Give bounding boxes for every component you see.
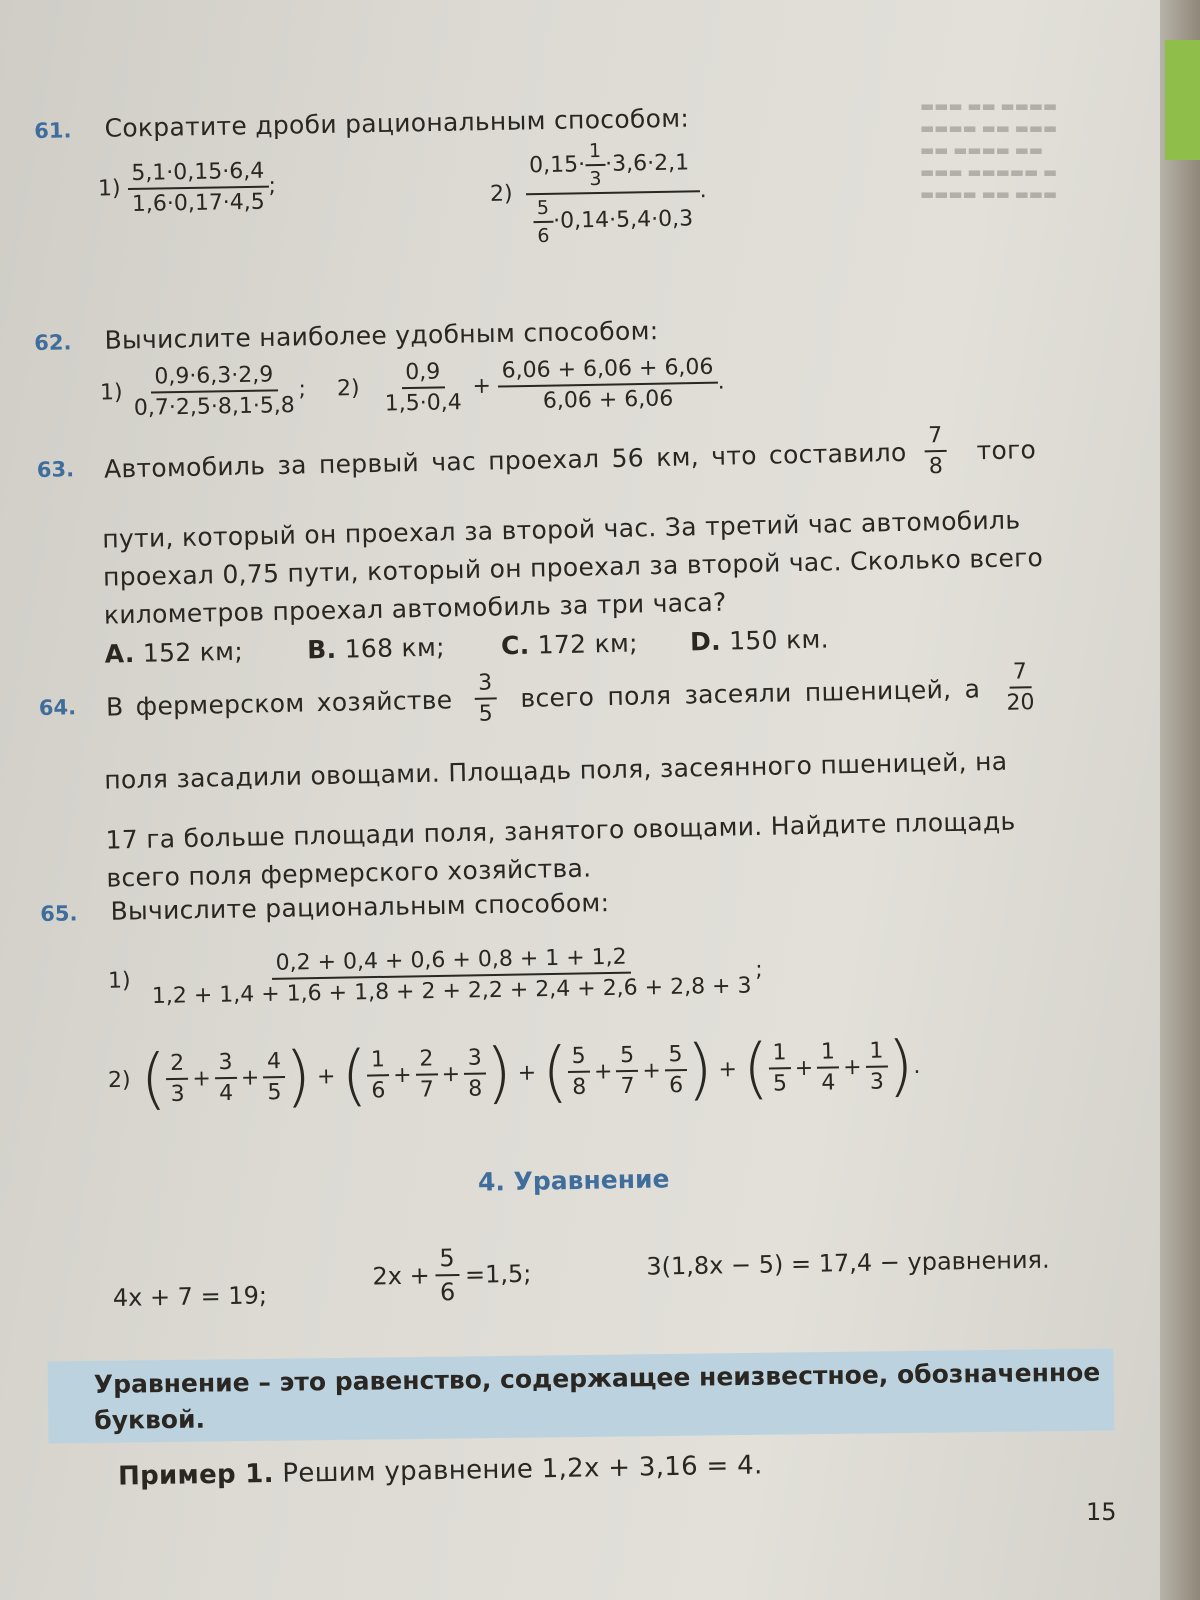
problem-63 bbox=[36, 408, 1081, 676]
numerator: 0,9·6,3·2,9 bbox=[150, 362, 277, 393]
example-label: Пример 1. bbox=[117, 1458, 275, 1492]
definition-line: буквой. bbox=[94, 1404, 206, 1435]
text-line: километров проехал автомобиль за три часа? bbox=[103, 587, 727, 630]
numerator: 5 bbox=[567, 1044, 590, 1073]
numerator: 5 bbox=[533, 197, 554, 223]
text-line: пути, который он проехал за второй час. За третий час автомобиль bbox=[101, 505, 1021, 554]
problem-62-expressions bbox=[100, 355, 726, 422]
denominator: 5 bbox=[267, 1080, 282, 1106]
fraction bbox=[664, 1042, 687, 1098]
denominator: 5 bbox=[478, 701, 494, 727]
fraction bbox=[567, 1044, 590, 1100]
denominator: 6 bbox=[439, 1278, 456, 1307]
problem-title: Вычислите наиболее удобным способом: bbox=[104, 316, 659, 355]
fraction bbox=[464, 1045, 487, 1101]
definition-box bbox=[48, 1348, 1115, 1443]
problem-number: 62. bbox=[34, 330, 72, 355]
denominator: 3 bbox=[589, 167, 602, 191]
numerator: 0,2 + 0,4 + 0,6 + 0,8 + 1 + 1,2 bbox=[271, 945, 630, 980]
numerator: 3 bbox=[214, 1050, 237, 1079]
fraction bbox=[585, 140, 606, 190]
fraction bbox=[924, 423, 947, 479]
equation-part: =1,5; bbox=[464, 1259, 532, 1289]
item-label: 1) bbox=[97, 176, 121, 202]
text-line: того bbox=[976, 434, 1037, 465]
bleed-through: ▬▬▬ ▬▬ ▬▬▬▬ ▬▬▬▬ ▬▬ ▬▬▬ ▬▬ ▬▬▬▬ ▬▬ ▬▬▬ ▬▬▬▬▬ ▬ ▬▬▬▬ ▬▬ ▬▬▬ bbox=[920, 97, 1058, 203]
fraction bbox=[768, 1040, 791, 1096]
denominator: 6 bbox=[537, 224, 550, 248]
fraction bbox=[166, 1051, 189, 1107]
text-line: поля засадили овощами. Площадь поля, засеянного пшеницей, на bbox=[104, 746, 1008, 795]
fraction bbox=[380, 359, 466, 416]
denominator: 20 bbox=[1006, 690, 1035, 716]
problem-title: Вычислите рациональным способом: bbox=[110, 888, 610, 926]
sticky-note bbox=[1165, 40, 1200, 160]
item-label: 2) bbox=[336, 375, 360, 402]
problem-number: 61. bbox=[34, 118, 72, 143]
plus-sign: + bbox=[392, 1062, 412, 1088]
numerator: 1 bbox=[817, 1039, 840, 1068]
denominator: 5 bbox=[772, 1071, 788, 1097]
plus-sign: + bbox=[794, 1055, 814, 1081]
plus-sign: + bbox=[192, 1065, 212, 1092]
numerator: 5 bbox=[664, 1042, 687, 1071]
denominator bbox=[529, 192, 698, 247]
denominator: 8 bbox=[572, 1074, 587, 1100]
numerator: 1 bbox=[865, 1038, 888, 1067]
text-line: проехал 0,75 пути, который он проехал за второй час. Сколько всего bbox=[102, 542, 1044, 592]
numerator: 3 bbox=[464, 1045, 487, 1074]
option-value: 152 км; bbox=[142, 636, 244, 668]
denominator: 8 bbox=[928, 454, 944, 480]
numerator: 3 bbox=[474, 670, 497, 699]
plus-sign: + bbox=[593, 1058, 613, 1085]
denominator: 6,06 + 6,06 bbox=[542, 386, 674, 414]
numerator: 7 bbox=[924, 423, 947, 452]
right-paren: ) bbox=[284, 1037, 312, 1115]
denominator: 0,7·2,5·8,1·5,8 bbox=[133, 393, 296, 421]
problem-title: Сократите дроби рациональным способом: bbox=[104, 103, 690, 143]
fraction bbox=[214, 1050, 237, 1106]
text-line: 17 га больше площади поля, занятого овощами. Найдите площадь bbox=[105, 806, 1016, 855]
fraction bbox=[817, 1039, 840, 1095]
equation bbox=[372, 1243, 532, 1308]
plus-sign: + bbox=[441, 1061, 461, 1087]
left-paren: ( bbox=[742, 1029, 770, 1108]
punct: ; bbox=[754, 957, 763, 983]
right-paren: ) bbox=[886, 1027, 915, 1105]
option-value: 168 км; bbox=[344, 632, 446, 664]
problem-64 bbox=[38, 646, 1083, 898]
item-label: 1) bbox=[99, 380, 123, 406]
plus-sign: + bbox=[240, 1064, 260, 1091]
plus-sign: + bbox=[718, 1056, 738, 1082]
equation-part: 2x + bbox=[372, 1261, 430, 1291]
numerator: 5 bbox=[616, 1043, 639, 1072]
fraction bbox=[367, 1047, 390, 1103]
problem-number: 65. bbox=[40, 901, 78, 926]
item-label: 2) bbox=[489, 181, 513, 207]
numerator: 1 bbox=[768, 1040, 791, 1069]
fraction bbox=[435, 1244, 459, 1306]
problem-61-expr-2 bbox=[489, 138, 707, 248]
denominator: 7 bbox=[620, 1073, 635, 1100]
numerator: 1 bbox=[585, 140, 606, 166]
denominator: 1,5·0,4 bbox=[384, 390, 462, 417]
text-line: Автомобиль за первый час проехал 56 км, что составило bbox=[103, 437, 907, 484]
denominator: 6 bbox=[371, 1078, 386, 1104]
item-label: 2) bbox=[107, 1067, 131, 1093]
numerator bbox=[525, 138, 700, 195]
numerator-part: ·3,6·2,1 bbox=[604, 150, 690, 177]
numerator: 4 bbox=[263, 1049, 286, 1078]
numerator: 0,9 bbox=[401, 359, 444, 389]
plus-sign: + bbox=[517, 1060, 537, 1086]
fraction bbox=[533, 197, 554, 247]
numerator: 2 bbox=[415, 1046, 438, 1075]
fraction bbox=[1002, 659, 1039, 716]
denominator: 1,2 + 1,4 + 1,6 + 1,8 + 2 + 2,2 + 2,4 + 2,6 + 2,8 + 3 bbox=[151, 973, 752, 1009]
denominator: 7 bbox=[419, 1077, 435, 1103]
problem-number: 64. bbox=[38, 695, 77, 720]
numerator-part: 0,15· bbox=[528, 152, 586, 179]
fraction bbox=[263, 1049, 286, 1105]
option-value: 150 км. bbox=[728, 624, 830, 656]
left-paren: ( bbox=[139, 1040, 168, 1118]
left-paren: ( bbox=[340, 1036, 368, 1115]
text-line: всего поля фермерского хозяйства. bbox=[106, 853, 592, 893]
problem-61-expr-1 bbox=[98, 158, 277, 217]
item-label: 1) bbox=[107, 968, 131, 994]
equation: 4x + 7 = 19; bbox=[112, 1281, 268, 1312]
fraction bbox=[865, 1038, 888, 1094]
numerator: 6,06 + 6,06 + 6,06 bbox=[497, 355, 717, 388]
numerator: 1 bbox=[367, 1047, 390, 1076]
denominator: 8 bbox=[468, 1076, 483, 1102]
numerator: 2 bbox=[166, 1051, 189, 1080]
right-paren: ) bbox=[485, 1034, 513, 1112]
fraction bbox=[525, 138, 701, 247]
option-letter: D. bbox=[689, 626, 722, 657]
punct: . bbox=[699, 178, 707, 204]
fraction bbox=[129, 362, 299, 421]
page-number: 15 bbox=[1086, 1498, 1117, 1526]
denominator-part: ·0,14·5,4·0,3 bbox=[552, 206, 694, 234]
text-line: В фермерском хозяйстве bbox=[105, 684, 453, 722]
problem-number: 63. bbox=[36, 457, 75, 482]
fraction bbox=[616, 1043, 639, 1099]
fraction bbox=[474, 670, 497, 726]
punct: ; bbox=[268, 173, 277, 199]
fraction bbox=[127, 159, 269, 217]
denominator: 4 bbox=[821, 1070, 836, 1096]
definition-line: Уравнение – это равенство, содержащее неизвестное, обозначенное bbox=[93, 1357, 1101, 1399]
option-value: 172 км; bbox=[537, 628, 639, 660]
fraction bbox=[497, 355, 718, 415]
fraction bbox=[147, 942, 756, 1009]
numerator: 5,1·0,15·6,4 bbox=[127, 159, 268, 190]
problem-65-expr-1 bbox=[108, 942, 764, 1009]
denominator: 3 bbox=[170, 1081, 185, 1107]
denominator: 1,6·0,17·4,5 bbox=[131, 189, 266, 217]
equation: 3(1,8x − 5) = 17,4 − уравнения. bbox=[646, 1245, 1050, 1281]
plus-sign: + bbox=[642, 1057, 662, 1084]
punct: . bbox=[913, 1053, 921, 1079]
denominator: 3 bbox=[869, 1069, 885, 1095]
example-text: Решим уравнение 1,2x + 3,16 = 4. bbox=[282, 1450, 763, 1489]
plus-sign: + bbox=[842, 1054, 862, 1080]
punct: ; bbox=[298, 376, 307, 402]
plus-sign: + bbox=[472, 373, 492, 399]
numerator: 5 bbox=[435, 1244, 459, 1276]
section-heading: 4. Уравнение bbox=[477, 1164, 670, 1197]
option-letter: A. bbox=[104, 638, 135, 669]
fraction bbox=[415, 1046, 438, 1102]
denominator: 6 bbox=[668, 1073, 684, 1099]
plus-sign: + bbox=[316, 1063, 336, 1089]
left-paren: ( bbox=[541, 1033, 569, 1111]
right-paren: ) bbox=[686, 1030, 714, 1108]
text-line: всего поля засеяли пшеницей, а bbox=[520, 673, 981, 713]
denominator: 4 bbox=[218, 1080, 234, 1107]
punct: . bbox=[717, 369, 725, 395]
next-page-edge bbox=[1160, 0, 1200, 1600]
option-letter: C. bbox=[500, 630, 530, 661]
numerator: 7 bbox=[1009, 659, 1032, 688]
option-letter: B. bbox=[306, 634, 337, 665]
